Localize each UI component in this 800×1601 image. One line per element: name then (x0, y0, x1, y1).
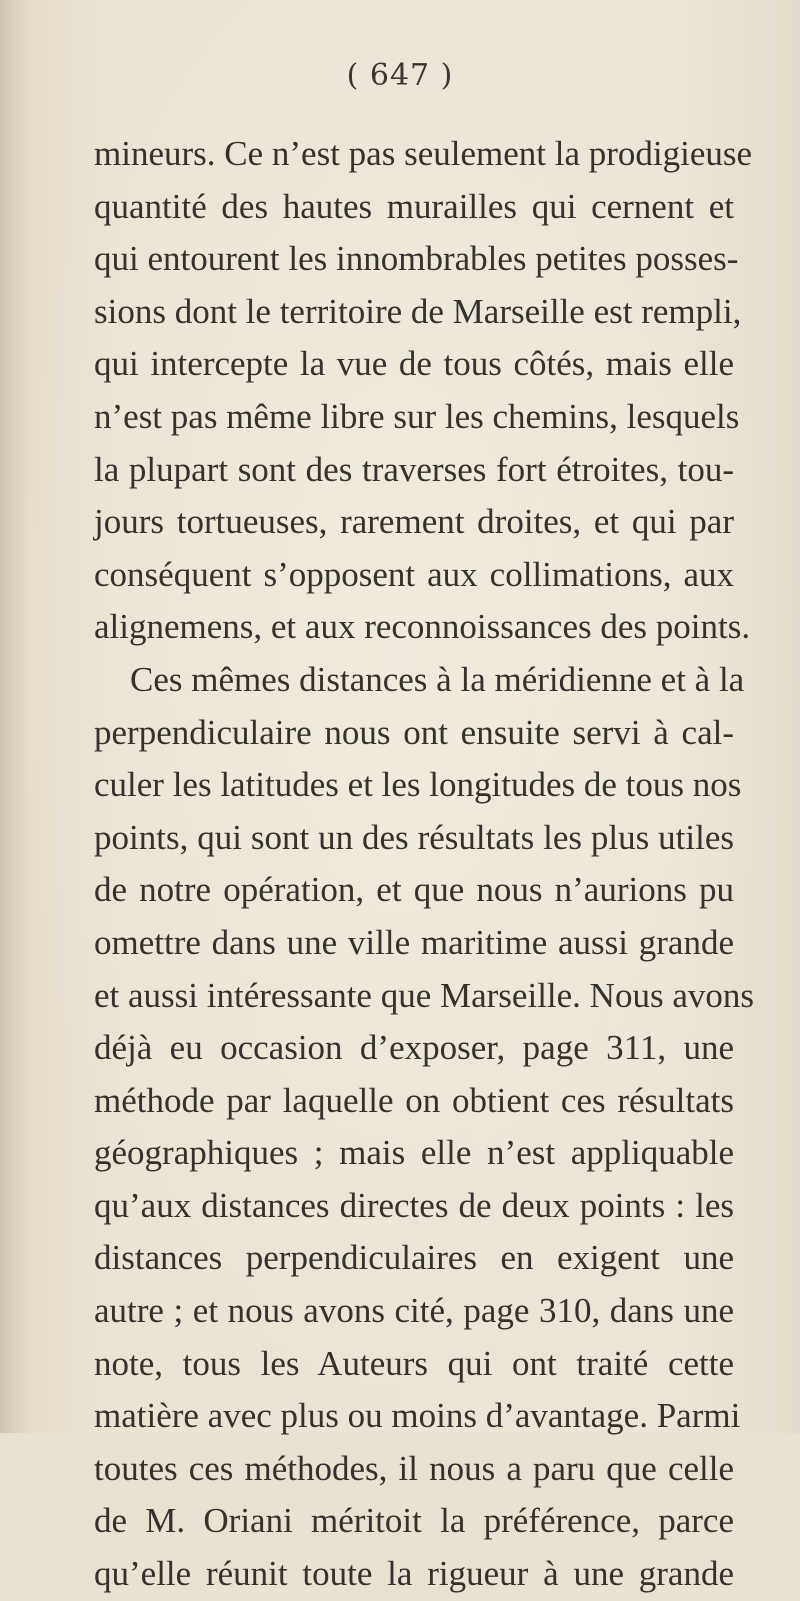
text-line: de M. Oriani méritoit la préférence, parce (94, 1501, 734, 1541)
paragraph-start-line: Ces mêmes distances à la méridienne et à la (130, 659, 745, 699)
text-line: points, qui sont un des résultats les plus utiles (94, 817, 734, 857)
text-line: n’est pas même libre sur les chemins, lesquels (94, 396, 740, 436)
text-line: jours tortueuses, rarement droites, et qui par (94, 502, 734, 542)
text-line: géographiques ; mais elle n’est appliquable (94, 1133, 734, 1173)
text-line: matière avec plus ou moins d’avantage. Parmi (94, 1396, 741, 1436)
page-number: ( 647 ) (346, 58, 454, 93)
text-line: de notre opération, et que nous n’aurions pu (94, 870, 734, 910)
text-line: distances perpendiculaires en exigent une (94, 1238, 734, 1278)
text-line: conséquent s’opposent aux collimations, aux (94, 554, 734, 594)
text-line: note, tous les Auteurs qui ont traité cette (94, 1343, 734, 1383)
text-line: qui intercepte la vue de tous côtés, mais elle (94, 344, 734, 384)
text-line: et aussi intéressante que Marseille. Nous avons (94, 975, 754, 1015)
body-text (94, 128, 754, 1601)
text-line: toutes ces méthodes, il nous a paru que celle (94, 1448, 734, 1488)
text-line: culer les latitudes et les longitudes de tous nos (94, 765, 742, 805)
text-line: perpendiculaire nous ont ensuite servi à cal- (94, 712, 734, 752)
text-line: déjà eu occasion d’exposer, page 311, une (94, 1028, 734, 1068)
text-line: sions dont le territoire de Marseille est rempli, (94, 291, 742, 331)
text-line: qui entourent les innombrables petites posses- (94, 239, 739, 279)
text-line: qu’aux distances directes de deux points : les (94, 1185, 734, 1225)
text-line: qu’elle réunit toute la rigueur à une grande (94, 1554, 734, 1594)
text-line: la plupart sont des traverses fort étroites, tou- (94, 449, 734, 489)
text-line: méthode par laquelle on obtient ces résultats (94, 1080, 734, 1120)
text-line: alignemens, et aux reconnoissances des points. (94, 607, 751, 647)
text-line: autre ; et nous avons cité, page 310, dans une (94, 1291, 734, 1331)
page-gutter-edge (0, 0, 26, 1433)
text-line: mineurs. Ce n’est pas seulement la prodigieuse (94, 134, 753, 173)
text-line: omettre dans une ville maritime aussi grande (94, 922, 734, 962)
text-line: quantité des hautes murailles qui cernent et (94, 186, 734, 226)
